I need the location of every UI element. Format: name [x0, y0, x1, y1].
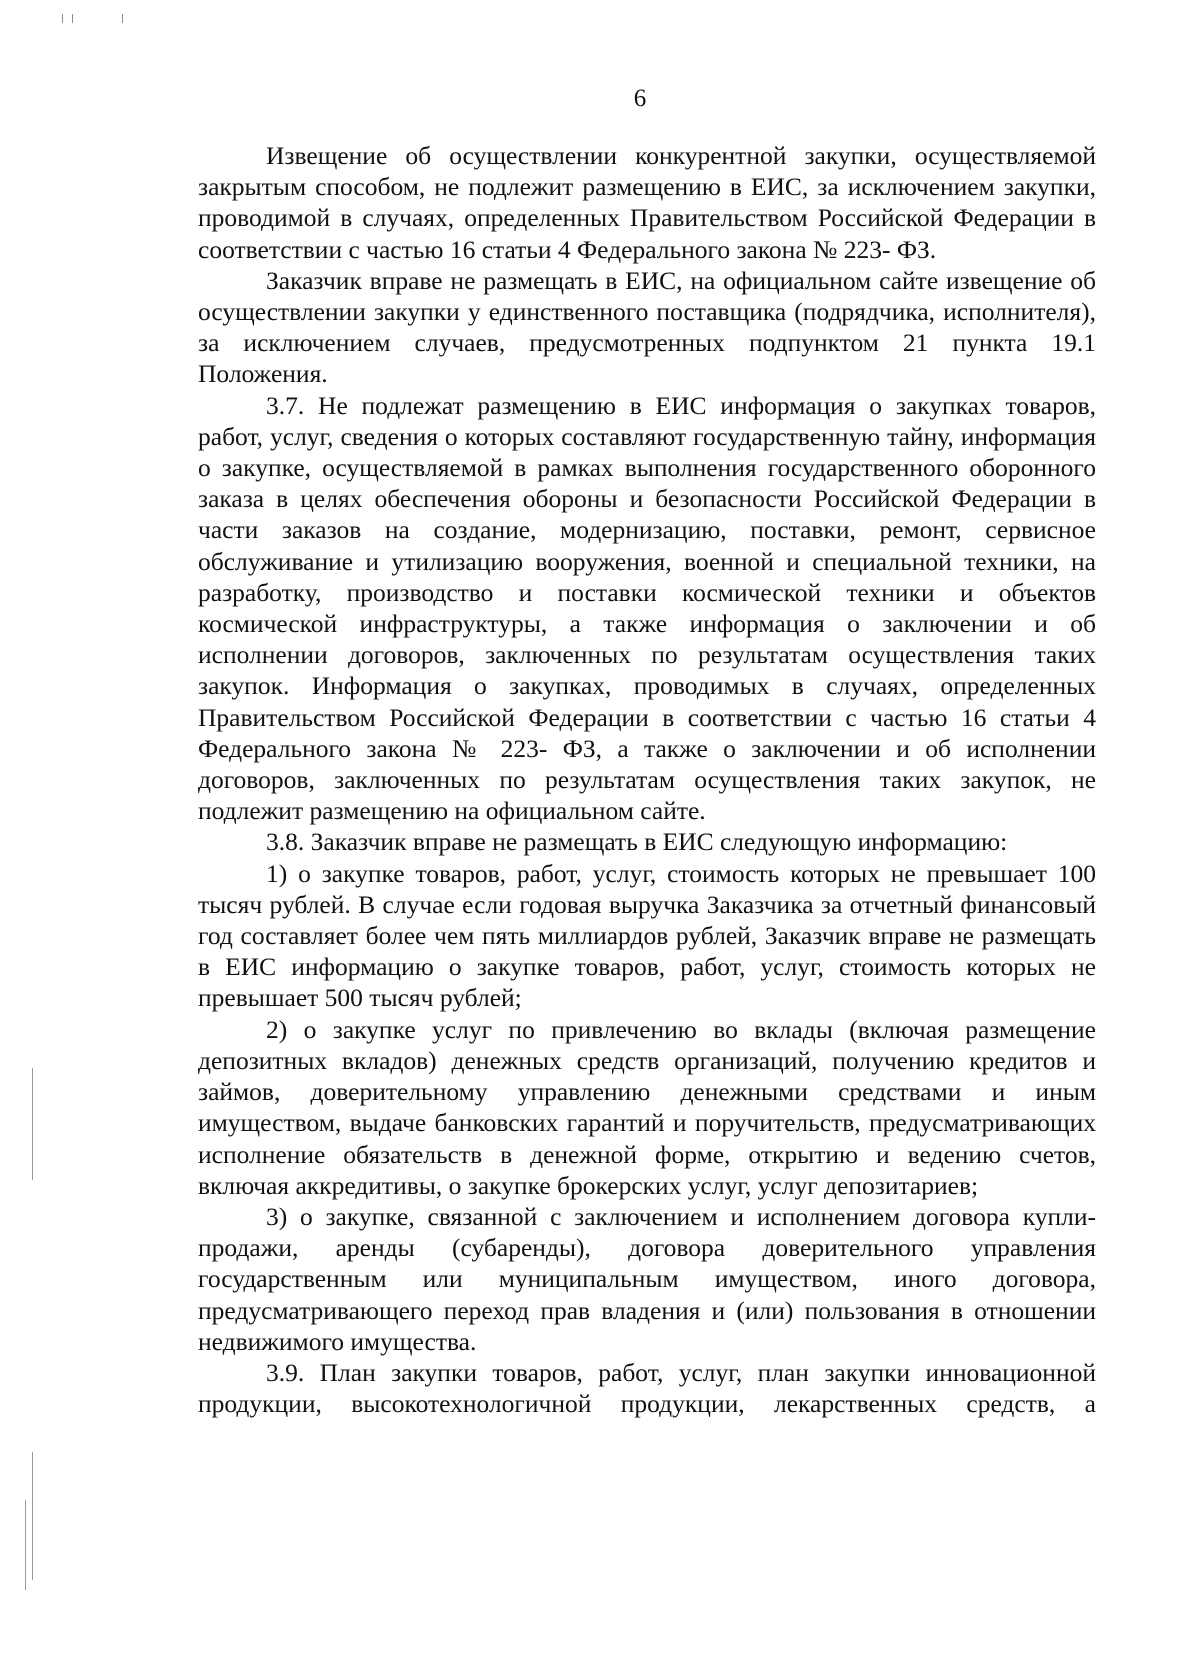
paragraph-3-8: 3.8. Заказчик вправе не размещать в ЕИС следующую информацию:: [266, 827, 1008, 857]
scan-margin-line: [32, 1452, 33, 1580]
scan-artifact-mark: [72, 14, 73, 23]
paragraph-single-supplier-notice: Заказчик вправе не размещать в ЕИС, на официальном сайте извещение об осуществлении закупки у единственного поставщика (подрядчика, исполнителя), за исключением случаев, предусмотренных подпунктом 21 пункта 19.1 Положения.: [198, 265, 1096, 389]
document-body: [198, 140, 1096, 1419]
paragraph-closed-procurement-notice: Извещение об осуществлении конкурентной закупки, осуществляемой закрытым способом, не подлежит размещению в ЕИС, за исключением закупки, проводимой в случаях, определенных Правительством Российской Федерации в соответствии с частью 16 статьи 4 Федерального закона № 223- ФЗ.: [198, 141, 1096, 264]
paragraph-3-8-item-2: 2) о закупке услуг по привлечению во вклады (включая размещение депозитных вкладов) денежных средств организаций, получению кредитов и займов, доверительному управлению денежными средствами и иным имуществом, выдаче банковских гарантий и поручительств, предусматривающих исполнение обязательств в денежной форме, открытию и ведению счетов, включая аккредитивы, о закупке брокерских услуг, услуг депозитариев;: [198, 1014, 1096, 1200]
paragraph-3-8-item-3: 3) о закупке, связанной с заключением и исполнением договора купли-продажи, аренды (субаренды), договора доверительного управления государственным или муниципальным имуществом, иного договора, предусматривающего переход прав владения и (или) пользования в отношении недвижимого имущества.: [198, 1201, 1096, 1356]
paragraph-3-7: 3.7. Не подлежат размещению в ЕИС информация о закупках товаров, работ, услуг, сведения о которых составляют государственную тайну, информация о закупке, осуществляемой в рамках выполнения государственного оборонного заказа в целях обеспечения обороны и безопасности Российской Федерации в части заказов на создание, модернизацию, поставки, ремонт, сервисное обслуживание и утилизацию вооружения, военной и специальной техники, на разработку, производство и поставки космической техники и объектов космической инфраструктуры, а также информация о заключении и об исполнении договоров, заключенных по результатам осуществления таких закупок. Информация о закупках, проводимых в случаях, определенных Правительством Российской Федерации в соответствии с частью 16 статьи 4 Федерального закона № 223- ФЗ, а также о заключении и об исполнении договоров, заключенных по результатам осуществления таких закупок, не подлежит размещению на официальном сайте.: [198, 390, 1096, 826]
scan-margin-line: [32, 1068, 33, 1180]
scan-artifact-mark: [122, 14, 123, 23]
scan-artifact-mark: [62, 14, 63, 23]
paragraph-3-9: 3.9. План закупки товаров, работ, услуг, план закупки инновационной продукции, высокотехнологичной продукции, лекарственных средств, а: [198, 1357, 1096, 1419]
page-number: 6: [633, 85, 647, 112]
paragraph-3-8-item-1: 1) о закупке товаров, работ, услуг, стоимость которых не превышает 100 тысяч рублей. В случае если годовая выручка Заказчика за отчетный финансовый год составляет более чем пять миллиардов рублей, Заказчик вправе не размещать в ЕИС информацию о закупке товаров, работ, услуг, стоимость которых не превышает 500 тысяч рублей;: [198, 858, 1096, 1013]
scan-margin-line: [25, 1500, 26, 1590]
